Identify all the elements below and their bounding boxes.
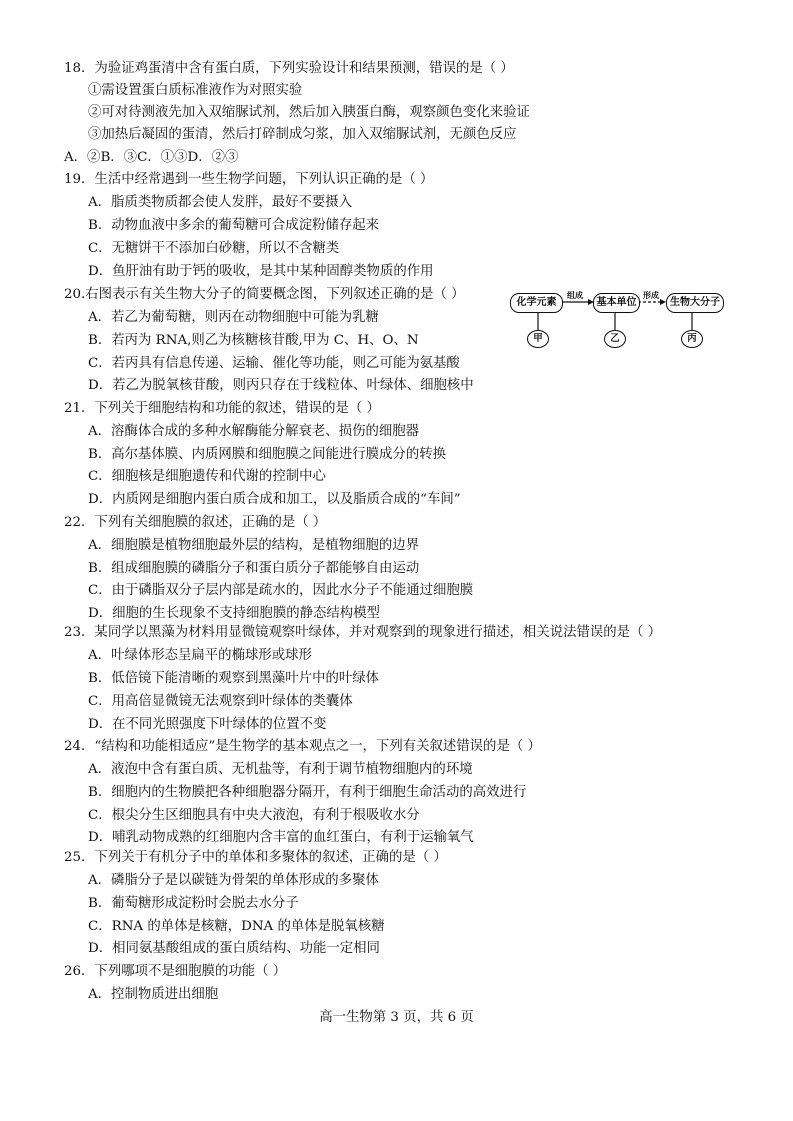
question-22-option-c: C．由于磷脂双分子层内部是疏水的，因此水分子不能通过细胞膜	[88, 583, 474, 598]
question-18-subitem-2: ②可对待测液先加入双缩脲试剂，然后加入胰蛋白酶，观察颜色变化来验证	[88, 105, 530, 120]
question-22-option-a: A．细胞膜是植物细胞最外层的结构，是植物细胞的边界	[88, 538, 420, 553]
question-18-stem: 18．为验证鸡蛋清中含有蛋白质，下列实验设计和结果预测，错误的是（ ）	[64, 61, 514, 76]
question-19-option-a: A．脂质类物质都会使人发胖，最好不要摄入	[88, 195, 353, 210]
question-25-option-c: C．RNA 的单体是核糖，DNA 的单体是脱氧核糖	[88, 919, 385, 934]
box-chemical-elements: 化学元素	[510, 293, 563, 313]
question-20-option-d: D．若乙为脱氧核苷酸，则丙只存在于线粒体、叶绿体、细胞核中	[88, 378, 474, 393]
question-18-options: A．②B．③C．①③D．②③	[64, 150, 239, 165]
question-19-option-d: D．鱼肝油有助于钙的吸收，是其中某种固醇类物质的作用	[88, 264, 434, 279]
question-25-stem: 25．下列关于有机分子中的单体和多聚体的叙述，正确的是（ ）	[64, 850, 447, 865]
question-22-option-b: B．组成细胞膜的磷脂分子和蛋白质分子都能够自由运动	[88, 561, 420, 576]
question-21-option-d: D．内质网是细胞内蛋白质合成和加工，以及脂质合成的“车间”	[88, 492, 461, 507]
question-19-stem: 19．生活中经常遇到一些生物学问题，下列认识正确的是（ ）	[64, 172, 434, 187]
question-24-option-c: C．根尖分生区细胞具有中央大液泡，有利于根吸收水分	[88, 808, 420, 823]
question-24-option-d: D．哺乳动物成熟的红细胞内含丰富的血红蛋白，有利于运输氧气	[88, 830, 474, 845]
question-21-option-b: B．高尔基体膜、内质网膜和细胞膜之间能进行膜成分的转换	[88, 447, 446, 462]
question-20-option-b: B．若丙为 RNA,则乙为核糖核苷酸,甲为 C、H、O、N	[88, 333, 419, 348]
question-22-stem: 22．下列有关细胞膜的叙述，正确的是（ ）	[64, 515, 327, 530]
circle-bing: 丙	[681, 330, 703, 348]
page-footer: 高一生物第 3 页，共 6 页	[319, 1010, 474, 1025]
arrow-1-label: 组成	[567, 290, 583, 300]
question-20-option-a: A．若乙为葡萄糖，则丙在动物细胞中可能为乳糖	[88, 310, 379, 325]
concept-diagram	[508, 292, 728, 350]
box-basic-unit: 基本单位	[593, 293, 640, 313]
question-24-option-a: A．液泡中含有蛋白质、无机盐等，有利于调节植物细胞内的环境	[88, 762, 473, 777]
question-18-subitem-1: ①需设置蛋白质标准液作为对照实验	[88, 83, 303, 98]
question-23-stem: 23．某同学以黑藻为材料用显微镜观察叶绿体，并对观察到的现象进行描述，相关说法错误的是（ ）	[64, 625, 662, 640]
question-25-option-d: D．相同氨基酸组成的蛋白质结构、功能一定相同	[88, 941, 380, 956]
question-24-option-b: B．细胞内的生物膜把各种细胞器分隔开，有利于细胞生命活动的高效进行	[88, 785, 527, 800]
question-26-option-a: A．控制物质进出细胞	[88, 987, 219, 1002]
question-23-option-c: C．用高倍显微镜无法观察到叶绿体的类囊体	[88, 694, 353, 709]
circle-jia: 甲	[527, 330, 549, 348]
question-18-subitem-3: ③加热后凝固的蛋清，然后打碎制成匀浆，加入双缩脲试剂，无颜色反应	[88, 127, 517, 142]
question-19-option-c: C．无糖饼干不添加白砂糖，所以不含糖类	[88, 241, 340, 256]
circle-yi: 乙	[604, 330, 626, 348]
question-21-option-c: C．细胞核是细胞遗传和代谢的控制中心	[88, 469, 326, 484]
question-20-stem: 20.右图表示有关生物大分子的简要概念图，下列叙述正确的是（ ）	[64, 287, 465, 302]
question-22-option-d: D．细胞的生长现象不支持细胞膜的静态结构模型	[88, 606, 380, 621]
arrow-2-label: 形成	[643, 290, 659, 300]
question-25-option-a: A．磷脂分子是以碳链为骨架的单体形成的多聚体	[88, 873, 379, 888]
question-21-stem: 21．下列关于细胞结构和功能的叙述，错误的是（ ）	[64, 401, 380, 416]
question-26-stem: 26．下列哪项不是细胞膜的功能（ ）	[64, 964, 287, 979]
question-23-option-b: B．低倍镜下能清晰的观察到黑藻叶片中的叶绿体	[88, 671, 380, 686]
question-19-option-b: B．动物血液中多余的葡萄糖可合成淀粉储存起来	[88, 218, 380, 233]
question-24-stem: 24．“结构和功能相适应”是生物学的基本观点之一，下列有关叙述错误的是（ ）	[64, 739, 541, 754]
box-biomacromolecule: 生物大分子	[666, 293, 724, 313]
question-23-option-d: D．在不同光照强度下叶绿体的位置不变	[88, 717, 327, 732]
question-25-option-b: B．葡萄糖形成淀粉时会脱去水分子	[88, 896, 299, 911]
question-20-option-c: C．若丙具有信息传递、运输、催化等功能，则乙可能为氨基酸	[88, 356, 460, 371]
question-23-option-a: A．叶绿体形态呈扁平的椭球形或球形	[88, 648, 312, 663]
question-21-option-a: A．溶酶体合成的多种水解酶能分解衰老、损伤的细胞器	[88, 424, 420, 439]
